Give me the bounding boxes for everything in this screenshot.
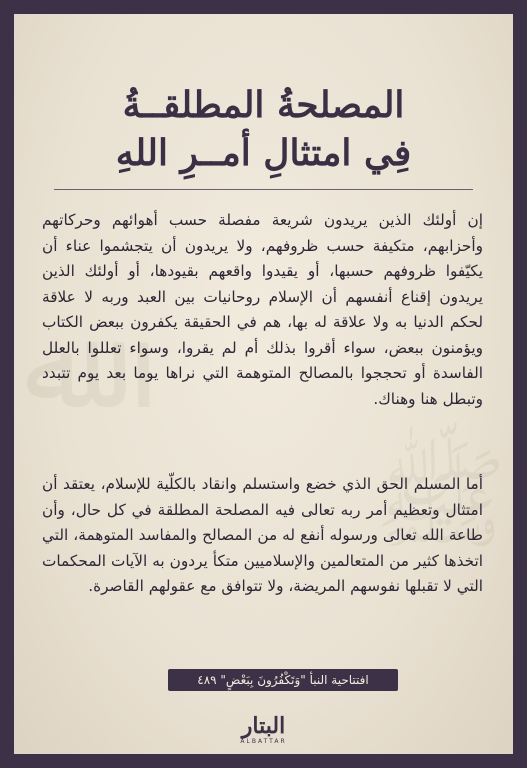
background-calligraphy-decoration: ﷲ <box>24 305 89 433</box>
background-calligraphy-decoration: ﷺ <box>374 435 507 563</box>
logo-arabic-text: البتار <box>241 713 286 739</box>
title-line-2: فِي امتثالِ أمــرِ اللهِ <box>115 132 412 174</box>
source-caption: افتتاحية النبأ "وَتَكْفُرُونَ بِبَعْضٍ" ٤٨٩ <box>168 669 398 691</box>
albattar-logo <box>14 714 513 746</box>
paragraph-1: إن أولئك الذين يريدون شريعة مفصلة حسب أهوائهم وحركاتهم وأحزابهم، متكيفة حسب ظروفهم، ولا يريدون أن يتجشموا عناء أن يكيّفوا ظروفهم حسبها، أو يقيدوا واقعهم بقيودها، أو أولئك الذين يريدون إقناع أنفسهم أن الإسلام روحانيات بين العبد وربه لا علاقة لحكم الدنيا به ولا علاقة له بها، هم في الحقيقة يكفرون ببعض الكتاب ويؤمنون ببعض، سواء أقروا بذلك أم لم يقروا، وسواء تعللوا بالعلل الفاسدة أو تحججوا بالمصالح المتوهمة التي نراها يوما بعد يوم تتبدد وتبطل هنا وهناك. <box>42 211 483 408</box>
title-line-1: المصلحةُ المطلقــةُ <box>122 84 405 126</box>
logo-latin-text: ALBATTAR <box>240 738 287 745</box>
paper-background <box>14 14 513 754</box>
paragraph-2: أما المسلم الحق الذي خضع واستسلم وانقاد بالكلّية للإسلام، يعتقد أن امتثال وتعظيم أمر ربه تعالى فيه المصلحة المطلقة في كل حال، وأن طاعة الله تعالى ورسوله أنفع له من المصالح والمفاسد المتوهمة، التي اتخذها كثير من المتعالمين والإسلاميين متكأ يردون به الآيات المحكمات التي لا تقبلها نفوسهم المريضة، ولا تتوافق مع عقولهم القاصرة. <box>42 475 483 595</box>
title-divider <box>54 189 473 190</box>
